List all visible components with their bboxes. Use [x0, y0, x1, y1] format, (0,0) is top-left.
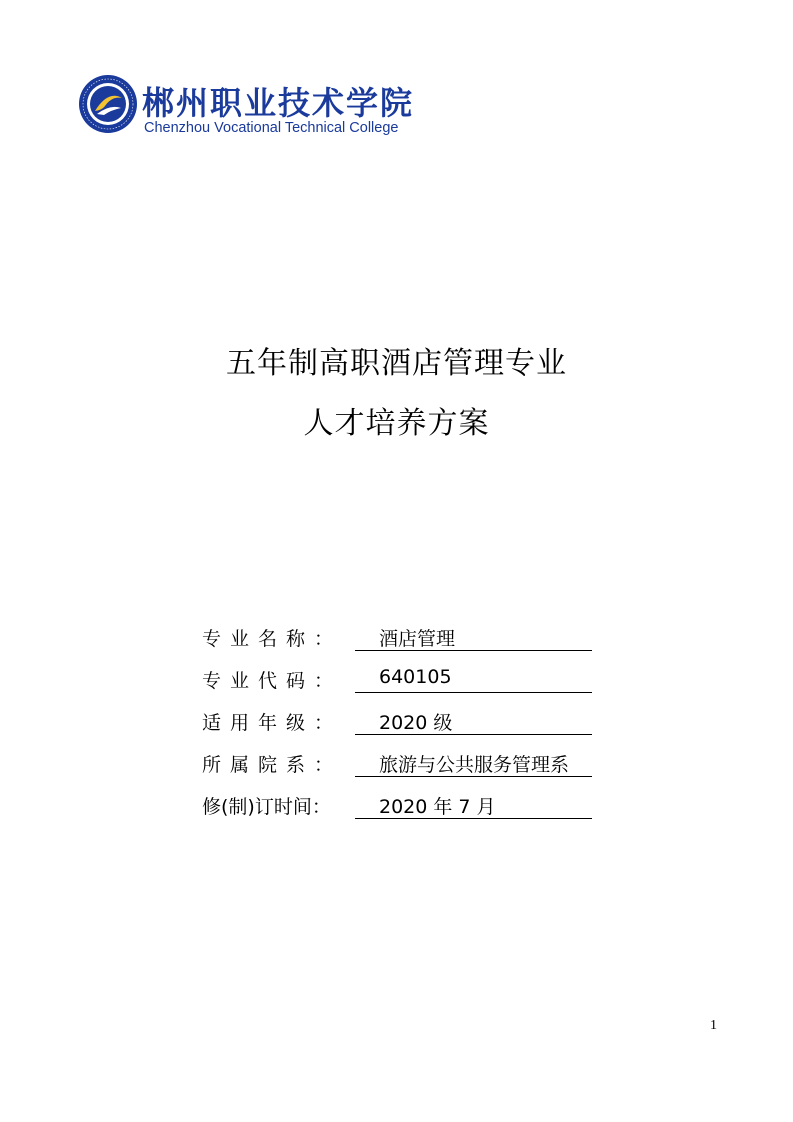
- info-value: 2020 年 7 月: [379, 796, 496, 818]
- info-value: 酒店管理: [379, 628, 456, 650]
- college-name-cn: 郴州职业技术学院: [142, 84, 415, 122]
- info-row-major-name: [202, 620, 602, 662]
- college-logo: [78, 74, 415, 144]
- document-info-block: [202, 620, 602, 830]
- info-label: 专业名称：: [202, 628, 343, 650]
- document-title-line1: 五年制高职酒店管理专业: [226, 346, 567, 381]
- info-row-revision-date: [202, 788, 602, 830]
- page-number: 1: [710, 1018, 717, 1033]
- info-label: 修(制)订时间：: [202, 796, 331, 818]
- info-label: 适用年级：: [202, 712, 343, 734]
- college-emblem-icon: [78, 74, 138, 134]
- info-value: 2020 级: [379, 712, 453, 734]
- info-value-field: [355, 792, 592, 819]
- info-label: 专业代码：: [202, 670, 343, 692]
- info-value: 旅游与公共服务管理系: [379, 754, 570, 776]
- info-value-field: [355, 666, 592, 693]
- info-value-field: [355, 708, 592, 735]
- info-value: 640105: [379, 666, 452, 688]
- info-row-grade: [202, 704, 602, 746]
- info-value-field: [355, 624, 592, 651]
- document-title-line2: 人才培养方案: [303, 406, 490, 441]
- info-row-major-code: [202, 662, 602, 704]
- info-row-department: [202, 746, 602, 788]
- info-label: 所属院系：: [202, 754, 343, 776]
- college-name-en: Chenzhou Vocational Technical College: [144, 120, 399, 136]
- info-value-field: [355, 750, 592, 777]
